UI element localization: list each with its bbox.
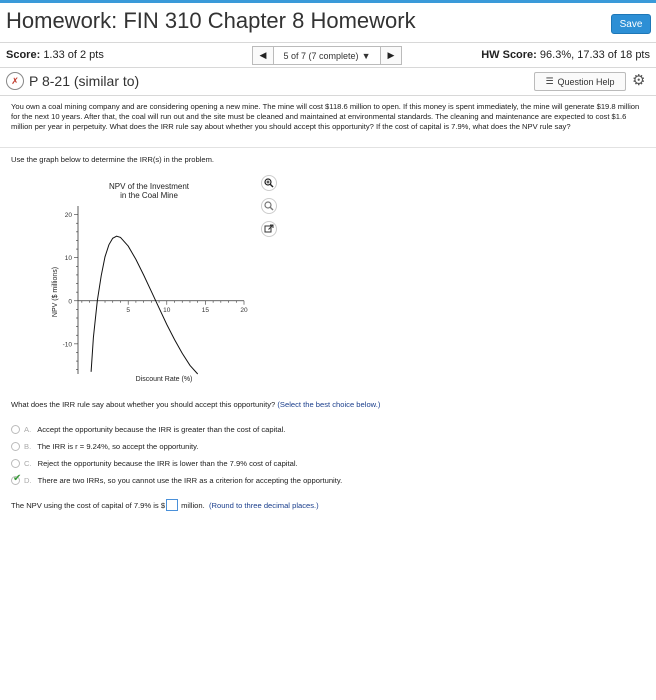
gear-icon[interactable]: ⚙ — [632, 72, 646, 89]
irr-question-hint: (Select the best choice below.) — [277, 400, 381, 409]
radio-d-selected[interactable] — [11, 473, 22, 485]
y-tick-label: -10 — [62, 341, 72, 349]
series-npv-line — [91, 236, 198, 374]
y-tick-label: 20 — [64, 212, 72, 220]
option-b[interactable] — [11, 442, 199, 451]
triangle-left-icon: ◀ — [259, 50, 267, 60]
previous-question-button[interactable] — [252, 46, 274, 65]
question-select-dropdown[interactable] — [274, 46, 380, 65]
save-button[interactable]: Save — [611, 14, 651, 34]
question-help-button[interactable] — [534, 72, 626, 91]
x-tick-label: 5 — [126, 306, 130, 314]
x-tick-label: 20 — [240, 306, 248, 314]
npv-chart — [30, 172, 260, 392]
option-text: Accept the opportunity because the IRR is greater than the cost of capital. — [37, 425, 286, 434]
y-axis-label: NPV ($ millions) — [52, 266, 59, 318]
score-label: Score: — [6, 49, 41, 61]
partial-credit-icon: ✗ — [6, 72, 24, 90]
question-text: You own a coal mining company and are considering opening a new mine. The mine will cost $118.6 million to open. If this money is spent immediately, the mine will generate $19.8 million for the next 10 years. After that, the coal will run out and the site must be cleaned and maintained at environmental standards. The cleaning and maintenance are expected to cost $1.6 million per year in perpetuity. What does the IRR rule say about whether you should accept this opportunity? If the cost of capital is 7.9%, what does the NPV rule say? — [11, 102, 640, 131]
zoom-in-button[interactable] — [261, 175, 277, 191]
option-letter: C. — [24, 459, 32, 468]
y-tick-label: 0 — [68, 298, 72, 306]
zoom-out-button[interactable] — [261, 198, 277, 214]
irr-question-text: What does the IRR rule say about whether you should accept this opportunity? — [11, 400, 276, 409]
question-pager — [252, 46, 402, 65]
hw-score-label: HW Score: — [481, 49, 537, 61]
option-letter: A. — [24, 425, 32, 434]
score-value: 1.33 of 2 pts — [43, 49, 104, 61]
list-icon: ☰ — [545, 76, 554, 86]
x-tick-label: 10 — [163, 306, 171, 314]
divider — [0, 147, 656, 148]
option-letter: D. — [24, 476, 32, 485]
chart-title-line2: in the Coal Mine — [120, 191, 178, 200]
npv-question-hint: (Round to three decimal places.) — [208, 500, 319, 510]
irr-question — [11, 400, 380, 409]
use-graph-instruction: Use the graph below to determine the IRR(s) in the problem. — [11, 155, 215, 164]
triangle-right-icon: ▶ — [387, 50, 395, 60]
radio-b[interactable] — [11, 442, 20, 451]
hw-score — [481, 49, 650, 61]
radio-c[interactable] — [11, 459, 20, 468]
npv-answer-input[interactable] — [166, 499, 178, 511]
option-letter: B. — [24, 442, 32, 451]
option-d[interactable] — [11, 473, 343, 485]
option-text: Reject the opportunity because the IRR is lower than the 7.9% cost of capital. — [37, 459, 298, 468]
checkmark-icon: ✔ — [13, 473, 22, 484]
x-axis-label: Discount Rate (%) — [135, 376, 193, 383]
option-a[interactable] — [11, 425, 285, 434]
option-c[interactable] — [11, 459, 298, 468]
score — [6, 49, 104, 61]
option-text: The IRR is r = 9.24%, so accept the opportunity. — [37, 442, 199, 451]
option-text: There are two IRRs, so you cannot use the IRR as a criterion for accepting the opportunity. — [37, 476, 343, 485]
next-question-button[interactable] — [380, 46, 402, 65]
npv-question — [11, 499, 319, 511]
hw-score-value: 96.3%, 17.33 of 18 pts — [539, 49, 650, 61]
x-tick-label: 15 — [201, 306, 210, 314]
zoom-out-icon — [264, 201, 274, 211]
top-accent-rule — [0, 0, 656, 3]
homework-title: Homework: FIN 310 Chapter 8 Homework — [6, 8, 416, 33]
open-in-window-button[interactable] — [261, 221, 277, 237]
problem-title: P 8-21 (similar to) — [29, 73, 140, 89]
question-help-label: Question Help — [557, 76, 615, 87]
y-tick-label: 10 — [64, 255, 72, 263]
npv-question-suffix: million. — [181, 500, 205, 510]
external-link-icon — [264, 224, 274, 234]
caret-down-icon: ▼ — [361, 50, 371, 61]
chart-title-line1: NPV of the Investment — [108, 182, 190, 191]
npv-question-prefix: The NPV using the cost of capital of 7.9% is $ — [11, 500, 166, 510]
radio-a[interactable] — [11, 425, 20, 434]
zoom-in-icon — [264, 178, 274, 188]
pager-text: 5 of 7 (7 complete) — [283, 50, 359, 61]
